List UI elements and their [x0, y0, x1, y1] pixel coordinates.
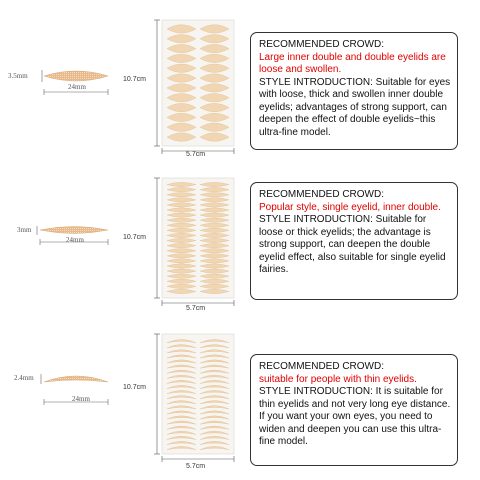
sample-width-label: 24mm	[68, 83, 86, 91]
style-introduction: STYLE INTRODUCTION: Suitable for loose or thick eyelids; the advantage is strong support, can deepen the double eyelid effect, also suitable for single eyelid fairies.	[259, 214, 446, 275]
style-introduction: STYLE INTRODUCTION: It is suitable for thin eyelids and not very long eye distance. If you want your own eyes, you need to widen and deepen you can use this ultra-fine model.	[259, 386, 451, 447]
crowd-heading: RECOMMENDED CROWD:	[259, 39, 384, 50]
sheet-height-label: 10.7cm	[123, 384, 146, 391]
style-introduction: STYLE INTRODUCTION: Suitable for eyes with loose, thick and swollen inner double eyelids; advantages of strong support, can deepen the effect of double eyelids~this ultra-fine model.	[259, 76, 451, 138]
sample-sticker-drawing	[0, 160, 120, 320]
sheet-width-label: 5.7cm	[186, 463, 206, 470]
sticker-sheet-drawing	[120, 320, 240, 480]
crowd-text: suitable for people with thin eyelids.	[259, 373, 417, 385]
description-box-2	[250, 182, 458, 300]
sample-sticker-drawing	[0, 0, 120, 160]
product-section-3	[0, 320, 480, 480]
sheet-width-label: 5.7cm	[186, 151, 206, 158]
sample-sticker-2	[0, 160, 120, 320]
product-section-2	[0, 160, 480, 320]
sample-height-label: 2.4mm	[14, 374, 34, 382]
product-section-1	[0, 0, 480, 160]
sample-height-label: 3mm	[17, 226, 32, 234]
sheet-height-label: 10.7cm	[123, 234, 146, 241]
sample-width-label: 24mm	[66, 236, 84, 244]
sample-width-label: 24mm	[72, 395, 90, 403]
crowd-text: Popular style, single eyelid, inner double.	[259, 201, 441, 213]
sticker-sheet-2	[120, 160, 240, 320]
crowd-heading: RECOMMENDED CROWD:	[259, 361, 384, 372]
crowd-heading: RECOMMENDED CROWD:	[259, 189, 384, 200]
sticker-sheet-1	[120, 0, 240, 160]
sheet-height-label: 10.7cm	[123, 76, 146, 83]
crowd-text: Large inner double and double eyelids are loose and swollen.	[259, 51, 446, 75]
description-box-1	[250, 32, 458, 150]
sticker-sheet-3	[120, 320, 240, 480]
sample-sticker-1	[0, 0, 120, 160]
sample-height-label: 3.5mm	[8, 72, 28, 80]
sample-sticker-3	[0, 320, 120, 480]
sheet-width-label: 5.7cm	[186, 305, 206, 312]
description-box-3	[250, 354, 458, 466]
sample-sticker-drawing	[0, 320, 120, 480]
